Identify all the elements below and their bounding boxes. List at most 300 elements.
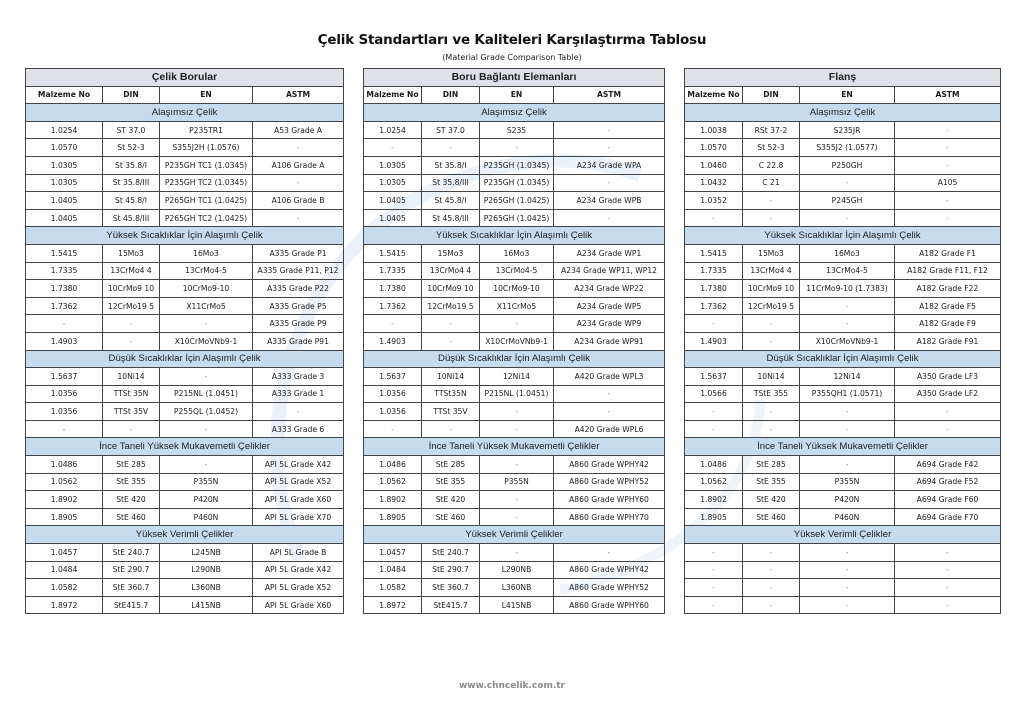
group-header-row <box>364 69 665 87</box>
section-title: İnce Taneli Yüksek Mukavemetli Çelikler <box>685 438 1001 456</box>
section-title: Yüksek Verimli Çelikler <box>26 526 344 544</box>
group-header-row <box>26 69 344 87</box>
table-row <box>685 456 1001 474</box>
table-row <box>26 174 344 192</box>
table-cell: A333 Grade 6 <box>253 420 344 438</box>
table-cell: A350 Grade LF3 <box>895 368 1001 386</box>
table-cell: C 21 <box>743 174 800 192</box>
table-cell: A860 Grade WPHY42 <box>554 561 665 579</box>
table-cell: A860 Grade WPHY60 <box>554 491 665 509</box>
table-cell: L360NB <box>480 579 554 597</box>
table-cell: 1.4903 <box>685 332 743 350</box>
section-row <box>26 350 344 368</box>
table-cell: A234 Grade WP11, WP12 <box>554 262 665 280</box>
table-cell: - <box>480 139 554 157</box>
table-row <box>364 174 665 192</box>
table-cell: 13CrMo4-5 <box>800 262 895 280</box>
section-title: Alaşımsız Çelik <box>685 104 1001 122</box>
table-cell: 1.0352 <box>685 192 743 210</box>
table-row <box>26 596 344 614</box>
table-row <box>364 315 665 333</box>
table-cell: 10Ni14 <box>422 368 480 386</box>
section-row <box>26 438 344 456</box>
table-cell: - <box>160 368 253 386</box>
table-cell: API 5L Grade B <box>253 544 344 562</box>
table-celik-borular <box>25 68 344 614</box>
table-cell: - <box>480 491 554 509</box>
table-cell: StE 460 <box>103 508 160 526</box>
table-cell: S355J2H (1.0576) <box>160 139 253 157</box>
table-cell: - <box>800 596 895 614</box>
table-row <box>26 473 344 491</box>
column-header-row <box>364 86 665 104</box>
table-cell: - <box>743 315 800 333</box>
table-cell: St 52-3 <box>743 139 800 157</box>
table-row <box>364 139 665 157</box>
table-cell: - <box>743 544 800 562</box>
table-cell: A860 Grade WPHY42 <box>554 456 665 474</box>
table-cell: - <box>160 315 253 333</box>
table-row <box>26 244 344 262</box>
table-cell: A860 Grade WPHY70 <box>554 508 665 526</box>
table-cell: 1.0254 <box>364 121 422 139</box>
table-row <box>685 579 1001 597</box>
table-cell: P235GH TC1 (1.0345) <box>160 156 253 174</box>
table-cell: - <box>554 121 665 139</box>
table-row <box>685 156 1001 174</box>
table-cell: A106 Grade A <box>253 156 344 174</box>
table-cell: P355N <box>800 473 895 491</box>
table-cell: - <box>800 315 895 333</box>
table-row <box>364 332 665 350</box>
table-cell: X11CrMo5 <box>480 297 554 315</box>
table-cell: StE 355 <box>103 473 160 491</box>
table-cell: - <box>895 544 1001 562</box>
table-cell: TStE 355 <box>743 385 800 403</box>
table-cell: A234 Grade WP9 <box>554 315 665 333</box>
table-cell: - <box>685 579 743 597</box>
table-cell: A182 Grade F5 <box>895 297 1001 315</box>
table-cell: API 5L Grade X52 <box>253 579 344 597</box>
section-title: Düşük Sıcaklıklar İçin Alaşımlı Çelik <box>364 350 665 368</box>
table-row <box>26 121 344 139</box>
table-row <box>685 244 1001 262</box>
section-row <box>685 350 1001 368</box>
table-cell: StE 460 <box>422 508 480 526</box>
table-cell: - <box>895 121 1001 139</box>
table-cell: - <box>422 139 480 157</box>
table-cell: API 5L Grade X52 <box>253 473 344 491</box>
table-cell: P265GH TC1 (1.0425) <box>160 192 253 210</box>
table-cell: - <box>554 209 665 227</box>
table-cell: 1.0486 <box>26 456 103 474</box>
table-row <box>685 420 1001 438</box>
table-cell: StE 285 <box>743 456 800 474</box>
table-boru-baglanti-elemanlari <box>363 68 665 614</box>
table-cell: St 45.8/III <box>422 209 480 227</box>
table-cell: - <box>364 139 422 157</box>
column-header: Malzeme No <box>26 86 103 104</box>
table-cell: - <box>480 456 554 474</box>
table-row <box>26 280 344 298</box>
table-cell: 1.0562 <box>685 473 743 491</box>
table-cell: StE 290.7 <box>103 561 160 579</box>
table-row <box>685 209 1001 227</box>
table-cell: TTSt 35V <box>103 403 160 421</box>
table-row <box>685 508 1001 526</box>
table-row <box>685 385 1001 403</box>
table-cell: L415NB <box>160 596 253 614</box>
table-cell: StE 360.7 <box>103 579 160 597</box>
table-cell: X10CrMoVNb9-1 <box>160 332 253 350</box>
table-row <box>364 561 665 579</box>
table-cell: - <box>743 403 800 421</box>
table-cell: ST 37.0 <box>422 121 480 139</box>
table-cell: P460N <box>160 508 253 526</box>
table-cell: 10CrMo9-10 <box>480 280 554 298</box>
table-row <box>26 192 344 210</box>
table-row <box>26 297 344 315</box>
section-title: Yüksek Sıcaklıklar İçin Alaşımlı Çelik <box>364 227 665 245</box>
table-cell: P265GH TC2 (1.0425) <box>160 209 253 227</box>
table-cell: 16Mo3 <box>800 244 895 262</box>
table-cell: X11CrMo5 <box>160 297 253 315</box>
table-cell: 1.0356 <box>26 385 103 403</box>
table-cell: X10CrMoVNb9-1 <box>480 332 554 350</box>
table-cell: 1.7335 <box>685 262 743 280</box>
table-cell: A694 Grade F42 <box>895 456 1001 474</box>
table-cell: A335 Grade P1 <box>253 244 344 262</box>
table-cell: 1.5637 <box>26 368 103 386</box>
table-row <box>364 156 665 174</box>
table-cell: StE 420 <box>422 491 480 509</box>
table-cell: 10Ni14 <box>103 368 160 386</box>
section-title: Yüksek Sıcaklıklar İçin Alaşımlı Çelik <box>685 227 1001 245</box>
table-cell: 1.0582 <box>26 579 103 597</box>
table-cell: 1.0356 <box>364 385 422 403</box>
table-row <box>26 456 344 474</box>
column-header: ASTM <box>895 86 1001 104</box>
table-cell: - <box>685 596 743 614</box>
table-cell: - <box>743 579 800 597</box>
table-cell: P235GH (1.0345) <box>480 156 554 174</box>
table-cell: 1.4903 <box>26 332 103 350</box>
table-cell: - <box>800 297 895 315</box>
table-cell: 1.8972 <box>26 596 103 614</box>
table-cell: A234 Grade WP22 <box>554 280 665 298</box>
table-cell: A335 Grade P91 <box>253 332 344 350</box>
table-cell: St 35.8/I <box>422 156 480 174</box>
table-cell: A105 <box>895 174 1001 192</box>
table-cell: P235GH (1.0345) <box>480 174 554 192</box>
table-cell: 15Mo3 <box>422 244 480 262</box>
table-cell: X10CrMoVNb9-1 <box>800 332 895 350</box>
table-cell: C 22.8 <box>743 156 800 174</box>
table-cell: - <box>103 332 160 350</box>
table-cell: A335 Grade P9 <box>253 315 344 333</box>
table-cell: 1.0486 <box>685 456 743 474</box>
section-row <box>685 526 1001 544</box>
table-cell: 13CrMo4-5 <box>160 262 253 280</box>
table-cell: 1.0566 <box>685 385 743 403</box>
table-cell: - <box>685 209 743 227</box>
table-cell: - <box>480 544 554 562</box>
section-row <box>685 438 1001 456</box>
table-row <box>685 332 1001 350</box>
table-cell: StE 240.7 <box>103 544 160 562</box>
table-cell: 1.7335 <box>26 262 103 280</box>
table-cell: - <box>743 192 800 210</box>
table-cell: 1.5415 <box>685 244 743 262</box>
table-cell: - <box>554 385 665 403</box>
table-row <box>685 561 1001 579</box>
table-cell: API 5L Grade X60 <box>253 491 344 509</box>
table-cell: A234 Grade WP1 <box>554 244 665 262</box>
table-cell: - <box>364 315 422 333</box>
table-cell: A182 Grade F22 <box>895 280 1001 298</box>
table-cell: 1.0562 <box>364 473 422 491</box>
table-cell: 12Ni14 <box>480 368 554 386</box>
table-cell: - <box>554 174 665 192</box>
table-cell: 1.8902 <box>685 491 743 509</box>
table-cell: St 45.8/I <box>422 192 480 210</box>
table-row <box>685 596 1001 614</box>
table-cell: 1.0570 <box>685 139 743 157</box>
table-cell: P215NL (1.0451) <box>160 385 253 403</box>
column-header: EN <box>160 86 253 104</box>
table-cell: - <box>480 315 554 333</box>
table-cell: P265GH (1.0425) <box>480 192 554 210</box>
table-row <box>26 544 344 562</box>
table-cell: 1.0582 <box>364 579 422 597</box>
table-cell: 13CrMo4 4 <box>743 262 800 280</box>
table-cell: P355N <box>160 473 253 491</box>
table-cell: StE 420 <box>743 491 800 509</box>
table-cell: S235JR <box>800 121 895 139</box>
table-row <box>364 544 665 562</box>
table-cell: 1.0356 <box>26 403 103 421</box>
table-cell: - <box>895 209 1001 227</box>
table-cell: P355QH1 (1.0571) <box>800 385 895 403</box>
table-cell: A53 Grade A <box>253 121 344 139</box>
table-cell: - <box>895 579 1001 597</box>
table-cell: - <box>480 403 554 421</box>
table-cell: - <box>895 139 1001 157</box>
section-row <box>364 104 665 122</box>
table-cell: 12CrMo19 5 <box>422 297 480 315</box>
section-row <box>364 350 665 368</box>
table-cell: A234 Grade WP5 <box>554 297 665 315</box>
table-row <box>26 315 344 333</box>
table-cell: A694 Grade F60 <box>895 491 1001 509</box>
table-cell: 1.7362 <box>685 297 743 315</box>
table-cell: StE 420 <box>103 491 160 509</box>
table-cell: - <box>743 561 800 579</box>
table-cell: - <box>685 403 743 421</box>
table-cell: 1.7335 <box>364 262 422 280</box>
section-title: Alaşımsız Çelik <box>364 104 665 122</box>
table-cell: 1.0460 <box>685 156 743 174</box>
table-cell: - <box>743 420 800 438</box>
section-row <box>26 227 344 245</box>
table-cell: - <box>480 420 554 438</box>
section-title: Düşük Sıcaklıklar İçin Alaşımlı Çelik <box>685 350 1001 368</box>
table-cell: P265GH (1.0425) <box>480 209 554 227</box>
section-row <box>364 438 665 456</box>
table-row <box>685 403 1001 421</box>
table-cell: - <box>895 156 1001 174</box>
table-cell: 1.8902 <box>364 491 422 509</box>
table-cell: 1.8905 <box>364 508 422 526</box>
section-row <box>685 227 1001 245</box>
table-cell: 1.0405 <box>364 192 422 210</box>
section-title: Yüksek Verimli Çelikler <box>364 526 665 544</box>
table-cell: S355J2 (1.0577) <box>800 139 895 157</box>
table-row <box>364 491 665 509</box>
table-cell: 12Ni14 <box>800 368 895 386</box>
table-cell: 1.0305 <box>364 156 422 174</box>
table-cell: - <box>160 420 253 438</box>
table-row <box>364 121 665 139</box>
column-header: Malzeme No <box>364 86 422 104</box>
table-cell: 12CrMo19 5 <box>103 297 160 315</box>
table-cell: - <box>253 174 344 192</box>
table-row <box>26 561 344 579</box>
table-row <box>26 385 344 403</box>
table-cell: StE 290.7 <box>422 561 480 579</box>
table-row <box>685 121 1001 139</box>
table-cell: StE 460 <box>743 508 800 526</box>
table-cell: - <box>800 174 895 192</box>
table-cell: - <box>685 561 743 579</box>
table-cell: - <box>800 420 895 438</box>
table-cell: A860 Grade WPHY52 <box>554 473 665 491</box>
section-title: İnce Taneli Yüksek Mukavemetli Çelikler <box>26 438 344 456</box>
table-cell: 12CrMo19 5 <box>743 297 800 315</box>
table-cell: - <box>554 403 665 421</box>
table-row <box>685 174 1001 192</box>
table-cell: StE415.7 <box>422 596 480 614</box>
table-cell: 1.0405 <box>26 209 103 227</box>
table-cell: - <box>743 332 800 350</box>
table-cell: 1.5637 <box>364 368 422 386</box>
table-cell: - <box>800 561 895 579</box>
table-row <box>26 209 344 227</box>
table-cell: St 45.8/III <box>103 209 160 227</box>
table-cell: StE 355 <box>422 473 480 491</box>
table-row <box>26 262 344 280</box>
table-cell: - <box>103 420 160 438</box>
table-cell: St 45.8/I <box>103 192 160 210</box>
table-row <box>26 139 344 157</box>
table-cell: 13CrMo4 4 <box>103 262 160 280</box>
table-cell: A694 Grade F70 <box>895 508 1001 526</box>
table-cell: 1.0038 <box>685 121 743 139</box>
table-row <box>364 596 665 614</box>
table-row <box>364 420 665 438</box>
table-cell: TTSt35N <box>422 385 480 403</box>
table-cell: A182 Grade F9 <box>895 315 1001 333</box>
table-row <box>364 473 665 491</box>
table-row <box>364 368 665 386</box>
table-cell: TTSt 35N <box>103 385 160 403</box>
table-cell: 13CrMo4 4 <box>422 262 480 280</box>
table-cell: - <box>895 561 1001 579</box>
table-cell: 1.8905 <box>26 508 103 526</box>
table-cell: 1.4903 <box>364 332 422 350</box>
table-cell: - <box>685 315 743 333</box>
table-row <box>685 280 1001 298</box>
column-header: DIN <box>743 86 800 104</box>
section-title: Düşük Sıcaklıklar İçin Alaşımlı Çelik <box>26 350 344 368</box>
table-cell: 10CrMo9-10 <box>160 280 253 298</box>
table-cell: - <box>685 420 743 438</box>
table-cell: 1.5637 <box>685 368 743 386</box>
table-cell: - <box>685 544 743 562</box>
table-cell: 10CrMo9 10 <box>422 280 480 298</box>
table-cell: A860 Grade WPHY60 <box>554 596 665 614</box>
table-cell: 16Mo3 <box>480 244 554 262</box>
table-cell: St 35.8/III <box>422 174 480 192</box>
section-title: Yüksek Verimli Çelikler <box>685 526 1001 544</box>
table-cell: 1.0405 <box>26 192 103 210</box>
column-header: ASTM <box>253 86 344 104</box>
table-cell: 1.7380 <box>685 280 743 298</box>
table-cell: 1.0484 <box>26 561 103 579</box>
table-flans <box>684 68 1001 614</box>
section-title: Yüksek Sıcaklıklar İçin Alaşımlı Çelik <box>26 227 344 245</box>
table-cell: P235TR1 <box>160 121 253 139</box>
table-cell: L290NB <box>480 561 554 579</box>
column-header: Malzeme No <box>685 86 743 104</box>
table-cell: - <box>800 456 895 474</box>
column-header: ASTM <box>554 86 665 104</box>
table-cell: 15Mo3 <box>743 244 800 262</box>
table-row <box>26 368 344 386</box>
table-cell: P460N <box>800 508 895 526</box>
table-cell: StE 285 <box>103 456 160 474</box>
table-cell: StE 360.7 <box>422 579 480 597</box>
table-cell: - <box>160 456 253 474</box>
table-cell: 11CrMo9-10 (1.7383) <box>800 280 895 298</box>
table-cell: St 35.8/III <box>103 174 160 192</box>
table-cell: TTSt 35V <box>422 403 480 421</box>
table-cell: P235GH TC2 (1.0345) <box>160 174 253 192</box>
table-cell: 15Mo3 <box>103 244 160 262</box>
table-cell: - <box>364 420 422 438</box>
table-row <box>26 156 344 174</box>
table-cell: A335 Grade P5 <box>253 297 344 315</box>
table-cell: - <box>895 192 1001 210</box>
table-row <box>364 262 665 280</box>
table-row <box>364 508 665 526</box>
table-cell: 10CrMo9 10 <box>103 280 160 298</box>
table-cell: StE 355 <box>743 473 800 491</box>
table-cell: 1.5415 <box>26 244 103 262</box>
group-title: Flanş <box>685 69 1001 87</box>
table-cell: A182 Grade F91 <box>895 332 1001 350</box>
table-cell: S235 <box>480 121 554 139</box>
table-cell: 16Mo3 <box>160 244 253 262</box>
table-cell: 1.7362 <box>364 297 422 315</box>
table-cell: - <box>253 403 344 421</box>
page-subtitle: (Material Grade Comparison Table) <box>442 53 582 62</box>
table-cell: - <box>103 315 160 333</box>
table-cell: - <box>253 209 344 227</box>
table-cell: P245GH <box>800 192 895 210</box>
section-row <box>364 227 665 245</box>
table-cell: A182 Grade F1 <box>895 244 1001 262</box>
